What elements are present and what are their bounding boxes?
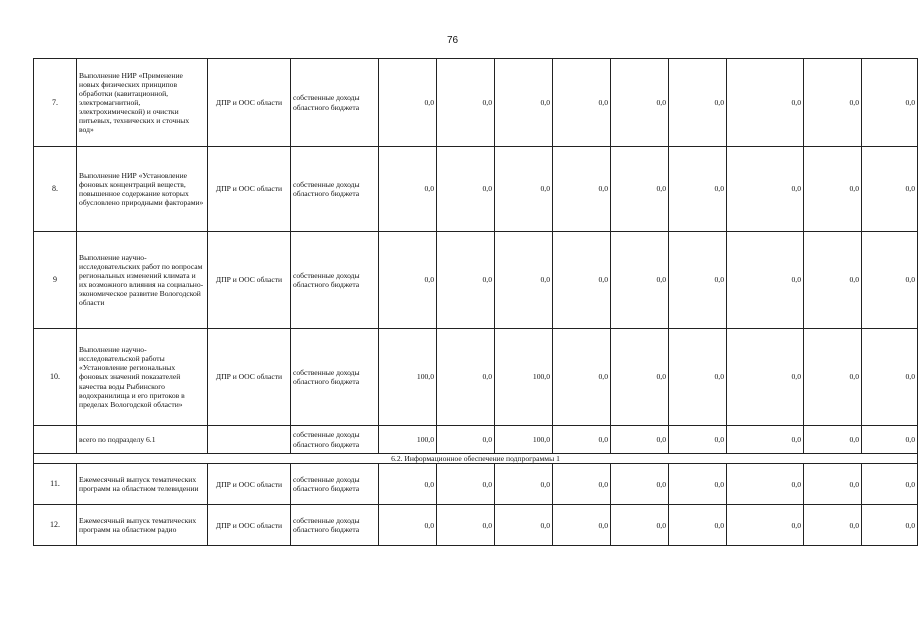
table-row <box>34 329 918 426</box>
row-number <box>34 426 77 454</box>
subtotal-row <box>34 426 918 454</box>
amount-cell: 0,0 <box>727 464 804 505</box>
amount-cell: 0,0 <box>727 329 804 426</box>
funding-source: собственные доходы областного бюджета <box>291 232 379 329</box>
table-row <box>34 59 918 147</box>
measure-name: Выполнение НИР «Установление фоновых концентраций веществ, повышенное содержание которых обусловлено природными факторами» <box>77 147 208 232</box>
amount-cell: 0,0 <box>437 232 495 329</box>
table-row <box>34 464 918 505</box>
amount-cell: 0,0 <box>379 464 437 505</box>
row-number: 12. <box>34 505 77 546</box>
amount-cell: 0,0 <box>437 505 495 546</box>
amount-cell: 0,0 <box>804 426 862 454</box>
amount-cell: 0,0 <box>611 147 669 232</box>
amount-cell: 0,0 <box>553 426 611 454</box>
measure-name: Выполнение научно-исследовательской работы «Установление региональных фоновых значений показателей качества воды Рыбинского водохранилища и его притоков в пределах Вологодской области» <box>77 329 208 426</box>
amount-cell: 0,0 <box>804 464 862 505</box>
amount-cell: 0,0 <box>669 426 727 454</box>
amount-cell: 0,0 <box>669 464 727 505</box>
measure-name: всего по подразделу 6.1 <box>77 426 208 454</box>
amount-cell: 0,0 <box>553 232 611 329</box>
amount-cell: 0,0 <box>553 59 611 147</box>
amount-cell: 0,0 <box>553 505 611 546</box>
amount-cell: 0,0 <box>727 505 804 546</box>
amount-cell: 0,0 <box>727 232 804 329</box>
amount-cell: 0,0 <box>495 464 553 505</box>
section-header-row <box>34 454 918 464</box>
amount-cell: 0,0 <box>611 232 669 329</box>
amount-cell: 0,0 <box>495 505 553 546</box>
measure-name: Ежемесячный выпуск тематических программ на областном телевидении <box>77 464 208 505</box>
table-row <box>34 147 918 232</box>
funding-source: собственные доходы областного бюджета <box>291 147 379 232</box>
row-number: 7. <box>34 59 77 147</box>
executor: ДПР и ООС области <box>208 464 291 505</box>
amount-cell: 0,0 <box>437 147 495 232</box>
amount-cell: 0,0 <box>669 329 727 426</box>
amount-cell: 0,0 <box>727 59 804 147</box>
amount-cell: 100,0 <box>495 329 553 426</box>
amount-cell: 0,0 <box>727 426 804 454</box>
measure-name: Ежемесячный выпуск тематических программ на областном радио <box>77 505 208 546</box>
amount-cell: 0,0 <box>379 147 437 232</box>
amount-cell: 0,0 <box>495 232 553 329</box>
amount-cell: 0,0 <box>437 329 495 426</box>
budget-table <box>33 58 918 546</box>
executor: ДПР и ООС области <box>208 232 291 329</box>
amount-cell: 0,0 <box>495 147 553 232</box>
amount-cell: 0,0 <box>553 147 611 232</box>
amount-cell: 0,0 <box>669 505 727 546</box>
amount-cell: 0,0 <box>804 505 862 546</box>
amount-cell: 0,0 <box>862 505 918 546</box>
amount-cell: 0,0 <box>669 232 727 329</box>
amount-cell: 0,0 <box>611 505 669 546</box>
amount-cell: 0,0 <box>611 59 669 147</box>
funding-source: собственные доходы областного бюджета <box>291 329 379 426</box>
amount-cell: 0,0 <box>495 59 553 147</box>
amount-cell: 0,0 <box>437 59 495 147</box>
amount-cell: 0,0 <box>379 59 437 147</box>
amount-cell: 0,0 <box>804 232 862 329</box>
amount-cell: 0,0 <box>437 426 495 454</box>
executor: ДПР и ООС области <box>208 59 291 147</box>
amount-cell: 0,0 <box>379 232 437 329</box>
table-row <box>34 505 918 546</box>
amount-cell: 0,0 <box>862 464 918 505</box>
row-number: 10. <box>34 329 77 426</box>
amount-cell: 0,0 <box>862 426 918 454</box>
row-number: 8. <box>34 147 77 232</box>
amount-cell: 0,0 <box>669 59 727 147</box>
executor: ДПР и ООС области <box>208 505 291 546</box>
amount-cell: 0,0 <box>727 147 804 232</box>
funding-source: собственные доходы областного бюджета <box>291 59 379 147</box>
funding-source: собственные доходы областного бюджета <box>291 464 379 505</box>
amount-cell: 0,0 <box>669 147 727 232</box>
table-row <box>34 232 918 329</box>
amount-cell: 0,0 <box>379 505 437 546</box>
executor: ДПР и ООС области <box>208 147 291 232</box>
amount-cell: 0,0 <box>862 147 918 232</box>
amount-cell: 0,0 <box>862 232 918 329</box>
amount-cell: 0,0 <box>804 329 862 426</box>
amount-cell: 0,0 <box>553 329 611 426</box>
page-number: 76 <box>446 35 459 46</box>
amount-cell: 0,0 <box>804 59 862 147</box>
executor: ДПР и ООС области <box>208 329 291 426</box>
amount-cell: 0,0 <box>611 329 669 426</box>
amount-cell: 0,0 <box>804 147 862 232</box>
measure-name: Выполнение научно-исследовательских работ по вопросам региональных изменений климата и их возможного влияния на социально-экономическое развитие Вологодской области <box>77 232 208 329</box>
section-title: 6.2. Информационное обеспечение подпрограммы 1 <box>34 454 918 464</box>
table-body <box>34 59 918 546</box>
amount-cell: 0,0 <box>862 59 918 147</box>
amount-cell: 100,0 <box>379 329 437 426</box>
amount-cell: 100,0 <box>379 426 437 454</box>
row-number: 9 <box>34 232 77 329</box>
measure-name: Выполнение НИР «Применение новых физических принципов обработки (кавитационной, электромагнитной, электрохимической) и очистки питьевых, технических и сточных вод» <box>77 59 208 147</box>
funding-source: собственные доходы областного бюджета <box>291 505 379 546</box>
amount-cell: 0,0 <box>611 464 669 505</box>
amount-cell: 0,0 <box>437 464 495 505</box>
amount-cell: 0,0 <box>611 426 669 454</box>
amount-cell: 100,0 <box>495 426 553 454</box>
funding-source: собственные доходы областного бюджета <box>291 426 379 454</box>
row-number: 11. <box>34 464 77 505</box>
amount-cell: 0,0 <box>553 464 611 505</box>
amount-cell: 0,0 <box>862 329 918 426</box>
executor <box>208 426 291 454</box>
